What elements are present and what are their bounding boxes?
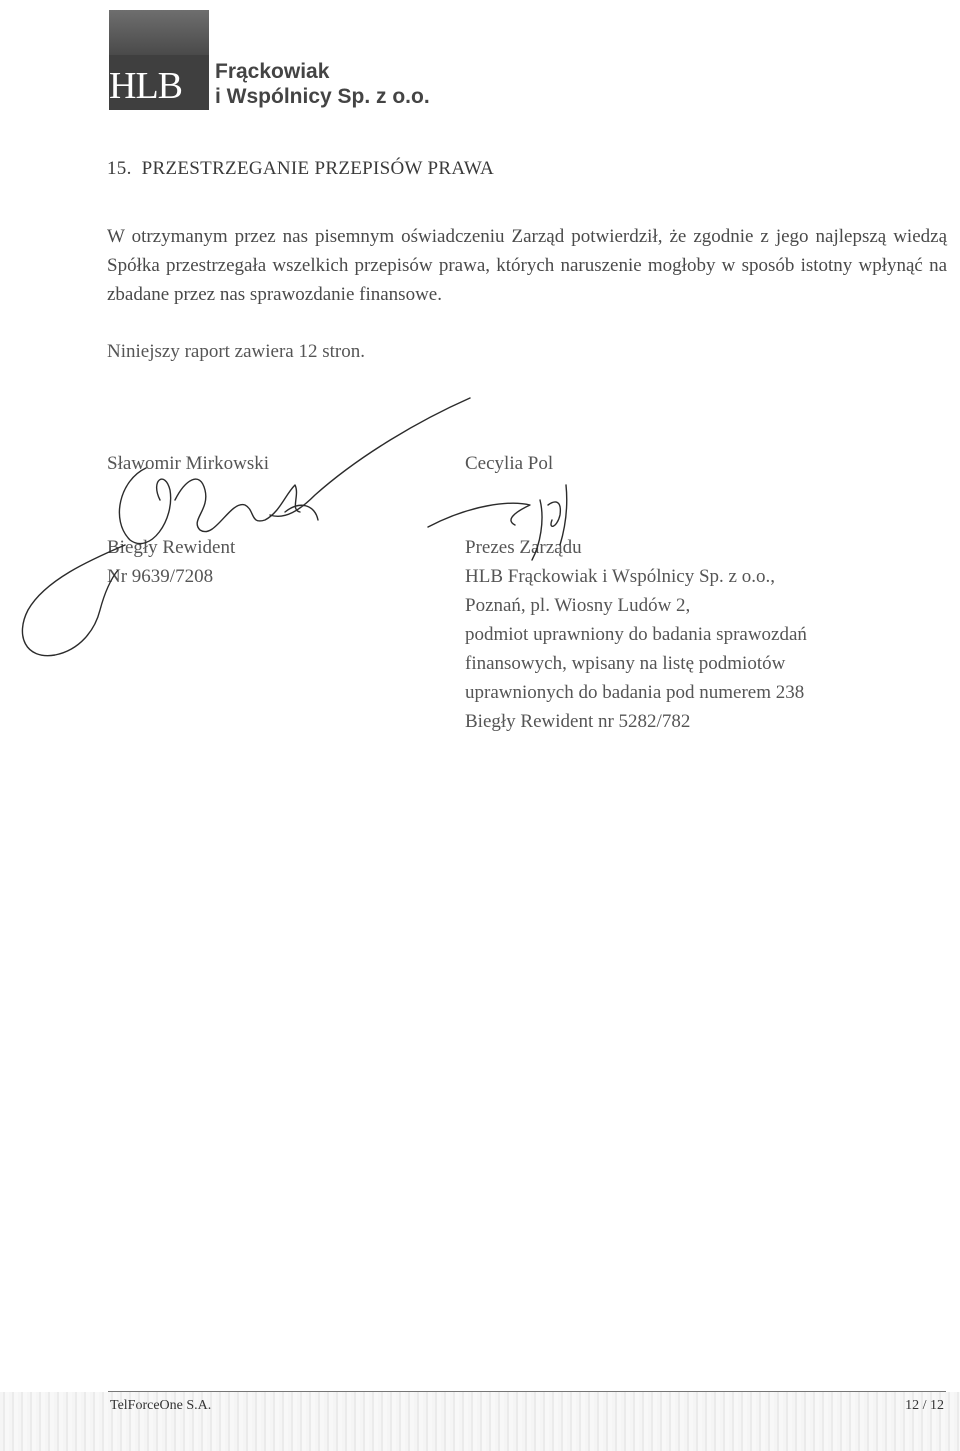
footer-page-number: 12 / 12 <box>905 1398 944 1413</box>
signatory-right-address: Poznań, pl. Wiosny Ludów 2, <box>465 595 691 616</box>
signatory-right-line2: finansowych, wpisany na listę podmiotów <box>465 653 786 674</box>
signatory-right-line4: Biegły Rewident nr 5282/782 <box>465 711 691 732</box>
section-number: 15. <box>107 158 132 179</box>
signatory-right-line1: podmiot uprawniony do badania sprawozdań <box>465 624 807 645</box>
signatory-right-name: Cecylia Pol <box>465 453 554 474</box>
logo-mark <box>109 10 209 110</box>
section-title: PRZESTRZEGANIE PRZEPISÓW PRAWA <box>141 158 494 179</box>
signatory-right-line3: uprawnionych do badania pod numerem 238 <box>465 682 805 703</box>
signatory-right-company: HLB Frąckowiak i Wspólnicy Sp. z o.o., <box>465 566 775 587</box>
logo-name-line1: Frąckowiak <box>215 60 330 83</box>
logo-name-line2: i Wspólnicy Sp. z o.o. <box>215 85 430 108</box>
signatory-left-role: Biegły Rewident <box>107 537 236 558</box>
body-paragraph: W otrzymanym przez nas pisemnym oświadczeniu Zarząd potwierdził, że zgodnie z jego najlepszą wiedzą Spółka przestrzegała wszelkich przepisów prawa, których naruszenie mogłoby w sposób istotny wpłynąć na zbadane przez nas sprawozdanie finansowe. <box>107 226 947 305</box>
signatory-left-name: Sławomir Mirkowski <box>107 453 270 474</box>
signatory-right-role: Prezes Zarządu <box>465 537 582 558</box>
logo-company-name <box>215 59 430 109</box>
logo-letters: HLB <box>109 65 182 107</box>
footer-company: TelForceOne S.A. <box>110 1398 212 1413</box>
page-count-note: Niniejszy raport zawiera 12 stron. <box>107 341 365 362</box>
signatory-right <box>465 449 807 736</box>
footer-divider <box>108 1391 946 1392</box>
section-heading <box>107 158 494 180</box>
signatory-left <box>107 449 269 591</box>
company-logo <box>109 10 509 110</box>
signatory-left-number: Nr 9639/7208 <box>107 566 214 587</box>
